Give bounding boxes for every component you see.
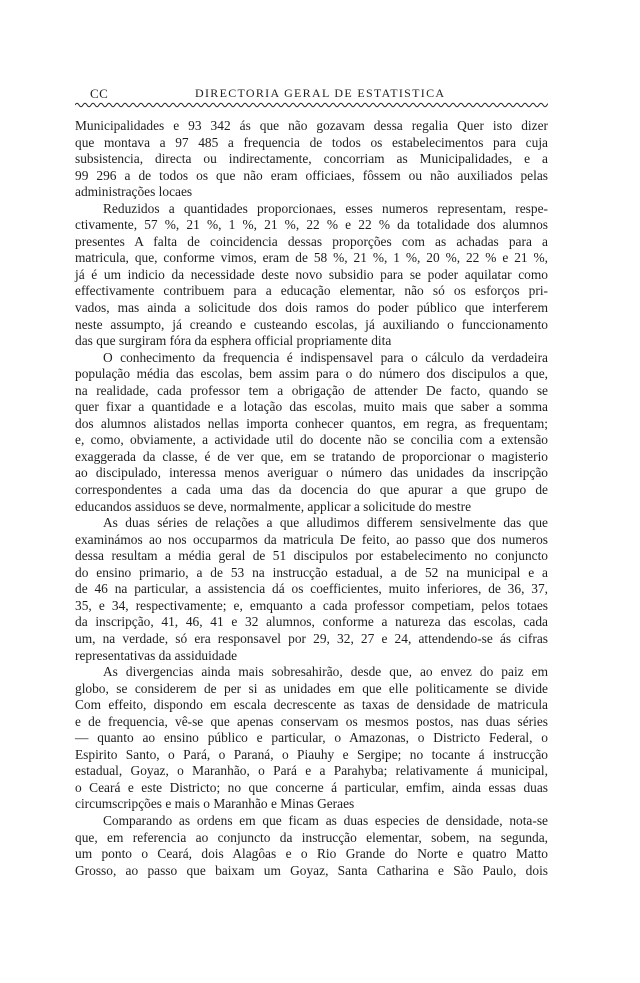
text-line: As divergencias ainda mais sobresahirão, desde que, ao envez do paiz em — [103, 664, 548, 680]
text-line: Grosso, ao passo que baixam um Goyaz, Santa Catharina e São Paulo, dois — [75, 862, 548, 878]
text-line: dessa resultam a média geral de 51 discipulos por estabelecimento no conjuncto — [75, 548, 548, 564]
text-line: vados, mas ainda a solicitude dos dois ramos do poder público que interferem — [75, 300, 548, 316]
text-line: na realidade, cada professor tem a obrigação de attender De facto, quando se — [75, 382, 548, 398]
text-line: que montava a 97 485 a frequencia de todos os estabelecimentos para cuja — [75, 134, 548, 150]
text-line: examinámos ao nos occuparmos da matricula De feito, ao passo que dos numeros — [75, 531, 548, 547]
paragraph — [75, 118, 548, 201]
text-line: Reduzidos a quantidades proporcionaes, esses numeros representam, respe- — [103, 200, 548, 216]
text-line: população média das escolas, bem assim para o do número dos discipulos a que, — [75, 366, 548, 382]
text-line: que, em referencia ao conjuncto da instrucção elementar, sobem, na segunda, — [75, 829, 548, 845]
text-line: administrações locaes — [75, 184, 193, 200]
text-line: matricula, que, conforme vimos, eram de 58 %, 21 %, 1 %, 20 %, 22 % e 21 %, — [75, 250, 548, 266]
paragraph — [75, 201, 548, 350]
text-line: O conhecimento da frequencia é indispensavel para o cálculo da verdadeira — [103, 349, 548, 365]
paragraph — [75, 813, 548, 879]
text-line: 35, e 34, respectivamente; e, emquanto a cada professor competiam, pelos totaes — [75, 597, 548, 613]
text-line: de 46 na particular, a assistencia dá os coefficientes, muito inferiores, de 36, 37, — [75, 581, 548, 597]
running-title: DIRECTORIA GERAL DE ESTATISTICA — [195, 86, 446, 100]
text-line: neste assumpto, já creando e custeando escolas, já auxiliando o funccionamento — [75, 316, 548, 332]
text-line: e, como, obviamente, a actividade util do docente não se concilia com a extensão — [75, 432, 548, 448]
text-line: representativas da assiduidade — [75, 647, 238, 663]
text-line: — quanto ao ensino público e particular, o Amazonas, o Districto Federal, o — [75, 730, 548, 746]
text-line: ctivamente, 57 %, 21 %, 1 %, 21 %, 22 % e 22 % da totalidade dos alumnos — [75, 217, 548, 233]
text-line: o Ceará e este Districto; no que concerne á particular, emfim, ainda essas duas — [75, 779, 548, 795]
text-line: quer fixar a quantidade e a lotação das escolas, muito mais que saber a somma — [75, 399, 548, 415]
text-line: 99 296 a de todos os que não eram officiaes, fôssem ou não auxiliados pelas — [75, 167, 548, 183]
text-line: dos alumnos alistados nellas importa conhecer quantos, em regra, as frequentam; — [75, 415, 548, 431]
paragraph — [75, 515, 548, 664]
text-line: Espirito Santo, o Pará, o Paraná, o Piauhy e Sergipe; no tocante á instrucção — [75, 746, 548, 762]
body-text — [75, 118, 548, 879]
text-line: e de frequencia, vê-se que apenas conservam os mesmos postos, nas duas séries — [75, 713, 548, 729]
text-line: da inscripção, 41, 46, 41 e 32 alumnos, conforme a natureza das escolas, cada — [75, 614, 548, 630]
text-line: das que surgiram fóra da esphera official propriamente dita — [75, 333, 392, 349]
page-number: CC — [90, 86, 109, 101]
text-line: Municipalidades e 93 342 ás que não gozavam dessa regalia Quer isto dizer — [75, 118, 548, 133]
text-line: um ponto o Ceará, dois Alagôas e o Rio Grande do Norte e quatro Matto — [75, 846, 548, 862]
text-line: um, na verdade, só era responsavel por 29, 32, 27 e 24, attendendo-se ás cifras — [75, 630, 548, 646]
text-line: Com effeito, dispondo em escala decrescente as taxas de densidade de matricula — [75, 697, 548, 713]
text-line: Comparando as ordens em que ficam as duas especies de densidade, nota-se — [103, 812, 548, 828]
text-line: subsistencia, directa ou indirectamente, concorriam as Municipalidades, e a — [75, 151, 548, 167]
paragraph — [75, 664, 548, 813]
text-line: correspondentes a cada uma das da docencia do que apurar a que grupo de — [75, 482, 548, 498]
text-line: estadual, Goyaz, o Maranhão, o Pará e a Parahyba; relativamente á municipal, — [75, 763, 548, 779]
text-line: educandos assiduos se deve, normalmente, applicar a solicitude do mestre — [75, 498, 472, 514]
paragraph — [75, 350, 548, 515]
text-line: presentes A falta de coincidencia dessas proporções com as achadas para a — [75, 233, 548, 249]
text-line: As duas séries de relações a que alludimos differem sensivelmente das que — [103, 515, 548, 531]
text-line: exaggerada da classe, é de ver que, em se tratando de proporcionar o magisterio — [75, 448, 548, 464]
text-line: effectivamente contribuem para a educação elementar, não só os esforços pri- — [75, 283, 548, 299]
text-line: ao discipulado, interessa menos averiguar o número das unidades da inscripção — [75, 465, 548, 481]
text-line: circumscripções e mais o Maranhão e Minas Geraes — [75, 796, 355, 812]
text-line: já é um indicio da necessidade deste novo subsidio para se poder aquilatar como — [75, 266, 548, 282]
text-line: do ensino primario, a de 53 na instrucção estadual, a de 52 na municipal e a — [75, 564, 548, 580]
text-line: globo, se considerem de per si as unidades em que elle politicamente se divide — [75, 680, 548, 696]
wavy-rule-divider — [75, 101, 548, 109]
